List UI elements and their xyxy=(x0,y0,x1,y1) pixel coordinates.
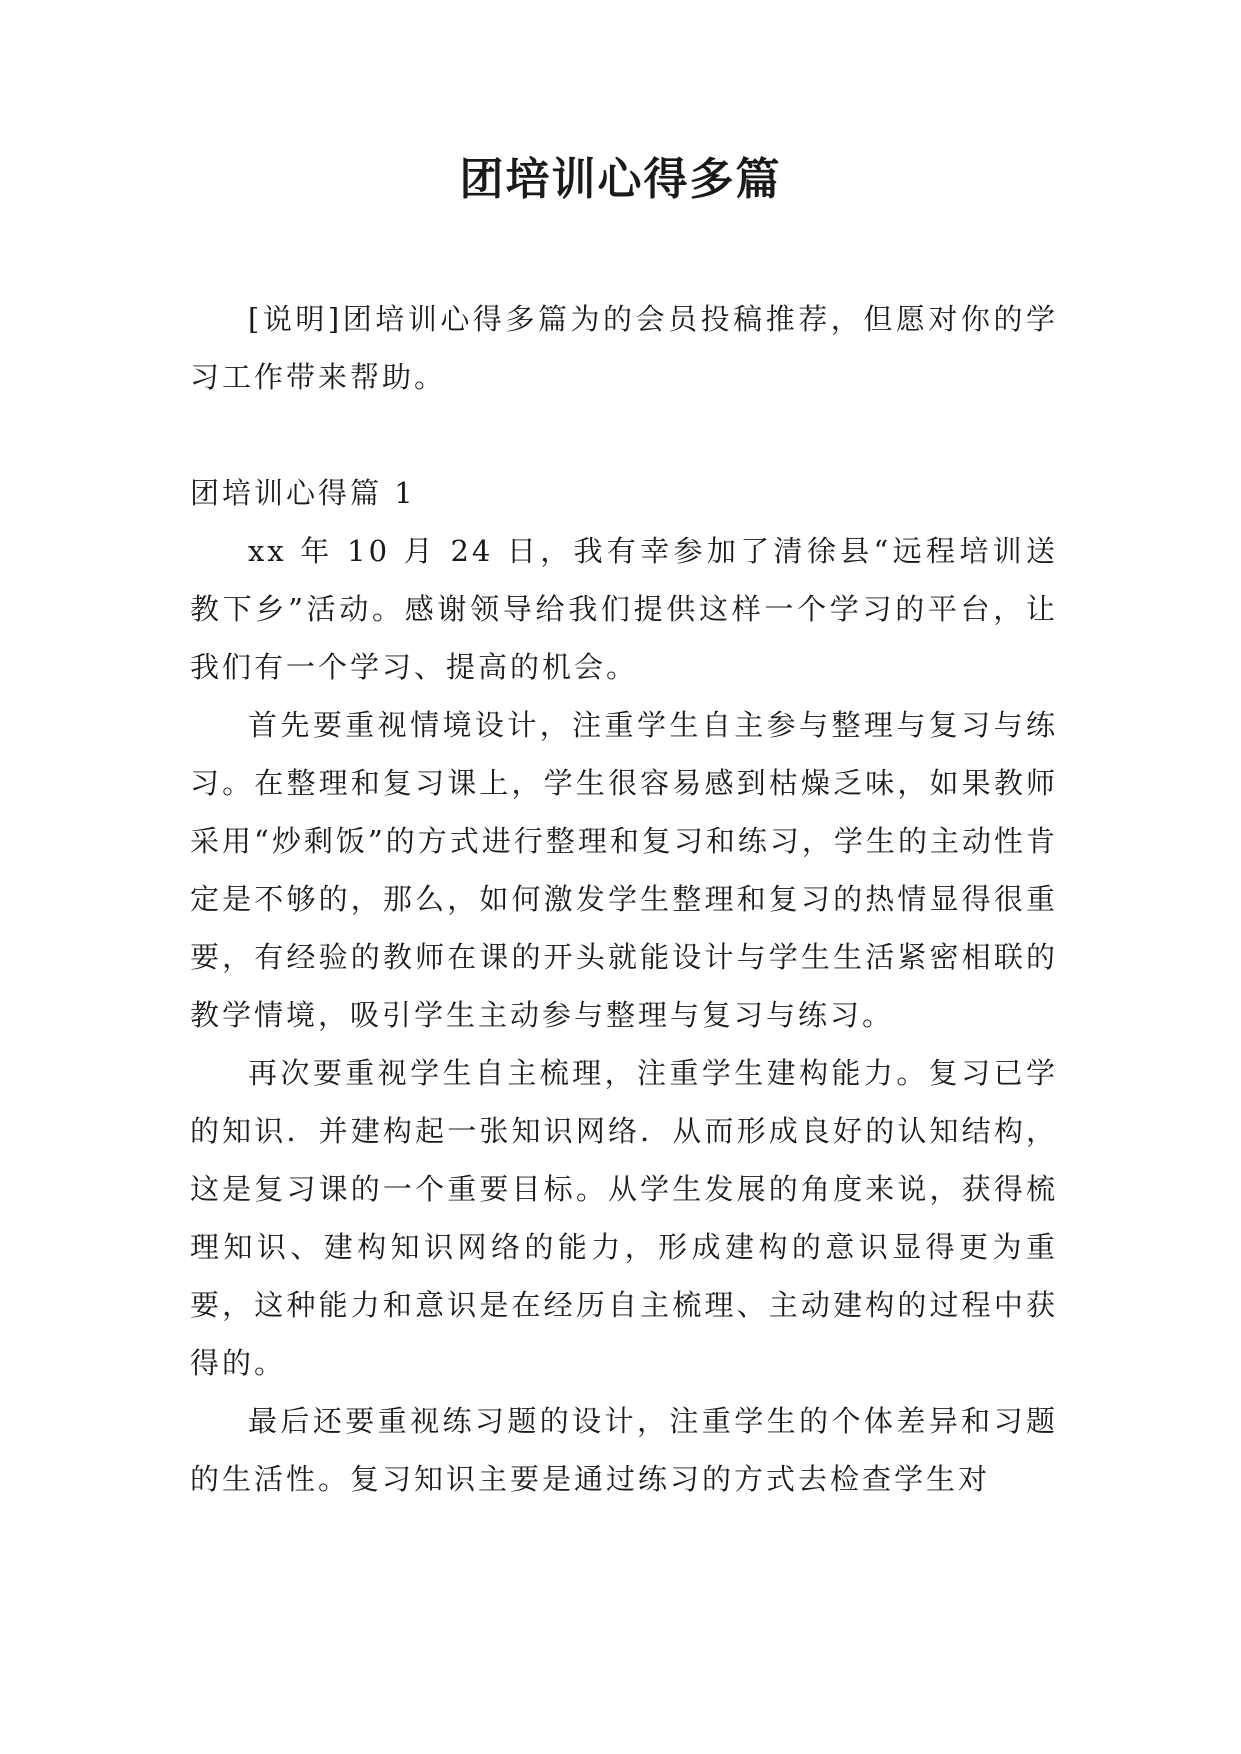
spacer xyxy=(190,406,1058,464)
document-body xyxy=(190,290,1058,1508)
intro-paragraph: [说明]团培训心得多篇为的会员投稿推荐，但愿对你的学习工作带来帮助。 xyxy=(190,302,1058,394)
body-paragraph-1: xx 年 10 月 24 日，我有幸参加了清徐县“远程培训送教下乡”活动。感谢领导给我们提供这样一个学习的平台，让我们有一个学习、提高的机会。 xyxy=(190,534,1058,684)
section-heading: 团培训心得篇 1 xyxy=(190,476,416,510)
document-title: 团培训心得多篇 xyxy=(459,154,782,205)
body-paragraph-2: 首先要重视情境设计，注重学生自主参与整理与复习与练习。在整理和复习课上，学生很容易感到枯燥乏味，如果教师采用“炒剩饭”的方式进行整理和复习和练习，学生的主动性肯定是不够的，那么，如何激发学生整理和复习的热情显得很重要，有经验的教师在课的开头就能设计与学生生活紧密相联的教学情境，吸引学生主动参与整理与复习与练习。 xyxy=(190,708,1058,1032)
body-paragraph-4: 最后还要重视练习题的设计，注重学生的个体差异和习题的生活性。复习知识主要是通过练习的方式去检查学生对 xyxy=(190,1404,1058,1496)
body-paragraph-3: 再次要重视学生自主梳理，注重学生建构能力。复习已学的知识．并建构起一张知识网络．从而形成良好的认知结构，这是复习课的一个重要目标。从学生发展的角度来说，获得梳理知识、建构知识网络的能力，形成建构的意识显得更为重要，这种能力和意识是在经历自主梳理、主动建构的过程中获得的。 xyxy=(190,1056,1058,1380)
